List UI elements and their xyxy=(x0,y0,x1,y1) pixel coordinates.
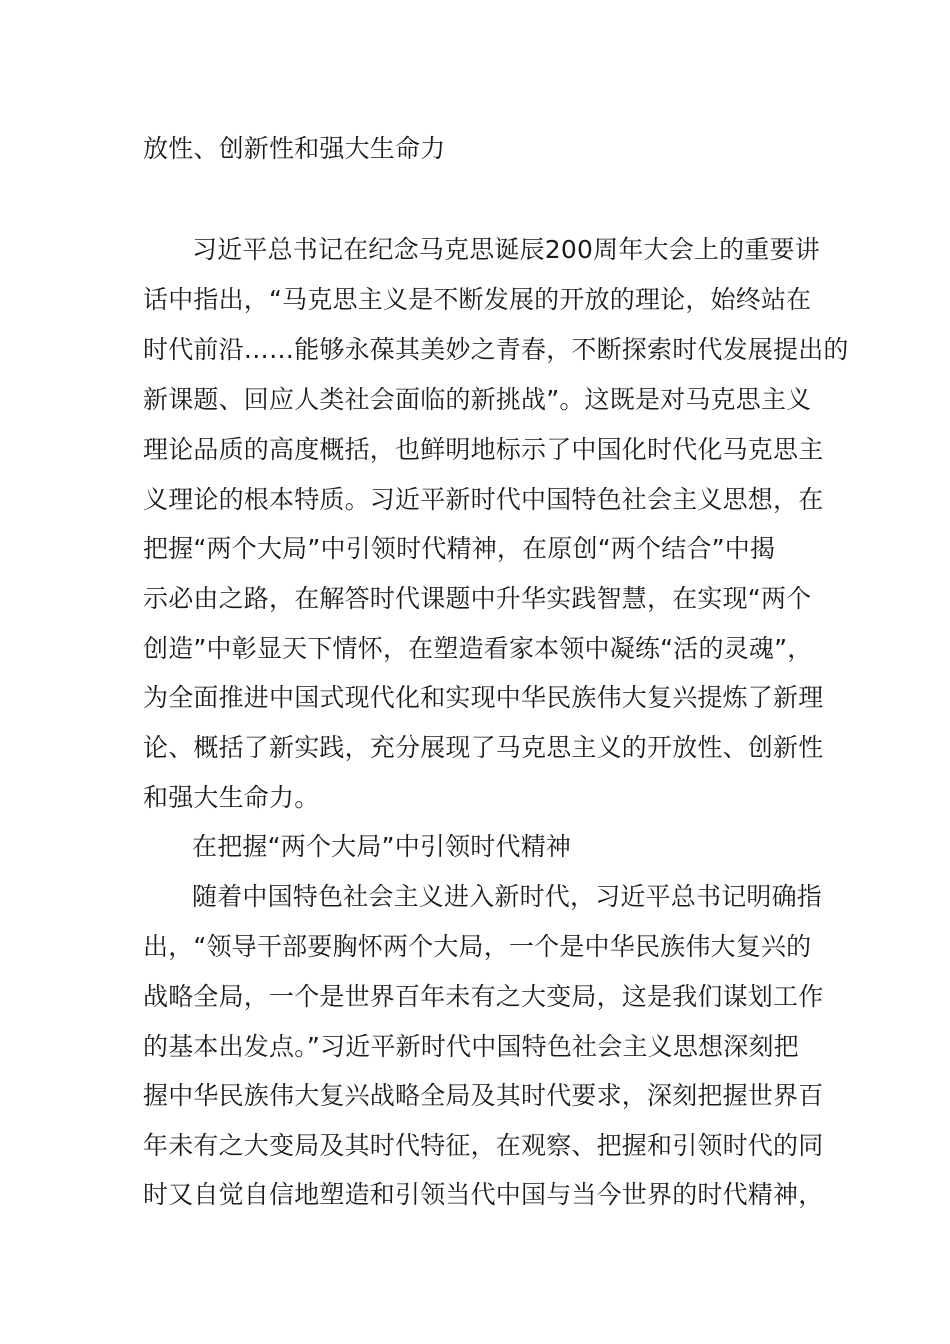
paragraph-line: 新课题、回应人类社会面临的新挑战”。这既是对马克思主义 xyxy=(143,385,812,414)
paragraph-line: 的基本出发点。”习近平新时代中国特色社会主义思想深刻把 xyxy=(143,1032,799,1061)
paragraph-line: 习近平总书记在纪念马克思诞辰200周年大会上的重要讲 xyxy=(192,235,820,264)
section-heading: 在把握“两个大局”中引领时代精神 xyxy=(192,832,572,861)
paragraph-line: 放性、创新性和强大生命力 xyxy=(143,134,446,163)
paragraph-line: 话中指出，“马克思主义是不断发展的开放的理论，始终站在 xyxy=(143,285,812,314)
paragraph-line: 把握“两个大局”中引领时代精神，在原创“两个结合”中揭 xyxy=(143,534,776,563)
paragraph-line: 论、概括了新实践，充分展现了马克思主义的开放性、创新性 xyxy=(143,733,824,762)
paragraph-line: 义理论的根本特质。习近平新时代中国特色社会主义思想，在 xyxy=(143,485,824,514)
paragraph-line: 年未有之大变局及其时代特征，在观察、把握和引领时代的同 xyxy=(143,1131,824,1160)
paragraph-line: 出，“领导干部要胸怀两个大局，一个是中华民族伟大复兴的 xyxy=(143,932,812,961)
paragraph-line: 战略全局，一个是世界百年未有之大变局，这是我们谋划工作 xyxy=(143,982,824,1011)
paragraph-line: 创造”中彰显天下情怀，在塑造看家本领中凝练“活的灵魂”， xyxy=(143,634,813,663)
paragraph-line: 示必由之路，在解答时代课题中升华实践智慧，在实现“两个 xyxy=(143,584,812,613)
paragraph-line: 和强大生命力。 xyxy=(143,783,320,812)
paragraph-line: 随着中国特色社会主义进入新时代，习近平总书记明确指 xyxy=(192,882,823,911)
paragraph-line: 理论品质的高度概括，也鲜明地标示了中国化时代化马克思主 xyxy=(143,435,824,464)
paragraph-line: 时又自觉自信地塑造和引领当代中国与当今世界的时代精神， xyxy=(143,1180,824,1209)
paragraph-line: 为全面推进中国式现代化和实现中华民族伟大复兴提炼了新理 xyxy=(143,683,824,712)
paragraph-line: 握中华民族伟大复兴战略全局及其时代要求，深刻把握世界百 xyxy=(143,1081,824,1110)
paragraph-line: 时代前沿……能够永葆其美妙之青春，不断探索时代发展提出的 xyxy=(143,335,849,364)
